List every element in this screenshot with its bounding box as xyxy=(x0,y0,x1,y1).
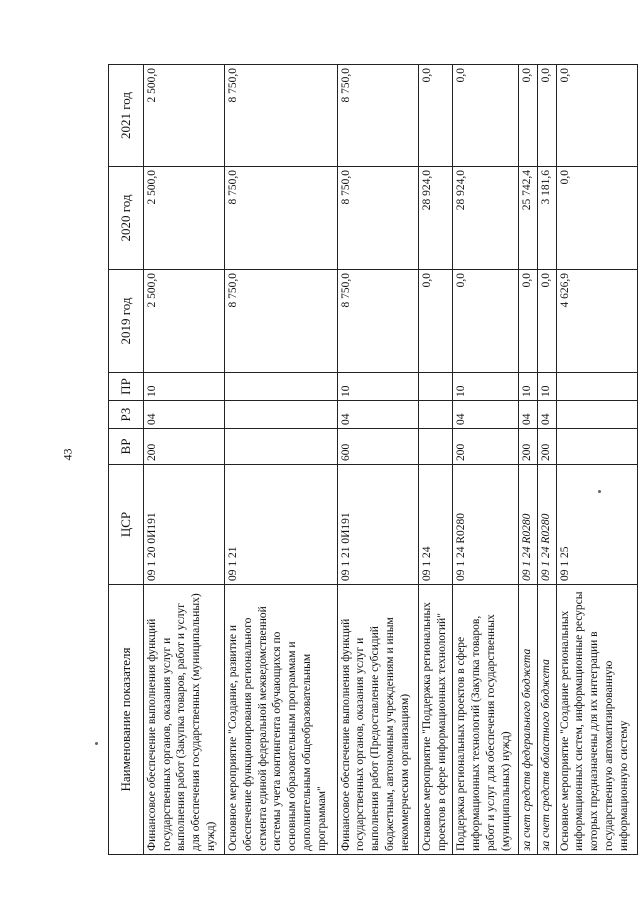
cell-2019: 0,0 xyxy=(537,270,556,373)
header-2020: 2020 год xyxy=(109,167,144,270)
cell-csr: 09 1 24 xyxy=(419,465,453,585)
cell-name: Финансовое обеспечение выполнения функций государственных органов, оказания услуг и выполнения работ (Предоставление субсидий бюджетным, автономным учреждениям и иным некоммерческим организациям) xyxy=(337,585,418,855)
cell-2021: 0,0 xyxy=(556,65,637,167)
cell-rz xyxy=(556,401,637,429)
cell-rz: 04 xyxy=(337,401,418,429)
cell-vr xyxy=(556,429,637,465)
table-header-row xyxy=(109,65,144,855)
cell-rz: 04 xyxy=(519,401,538,429)
cell-2020: 28 924,0 xyxy=(453,167,519,270)
cell-2021: 8 750,0 xyxy=(337,65,418,167)
cell-2019: 0,0 xyxy=(419,270,453,373)
cell-csr: 09 1 21 xyxy=(225,465,338,585)
cell-rz xyxy=(419,401,453,429)
table-row xyxy=(225,65,338,855)
header-2019: 2019 год xyxy=(109,270,144,373)
rotated-page xyxy=(108,65,638,855)
cell-pr xyxy=(419,373,453,401)
cell-2020: 28 924,0 xyxy=(419,167,453,270)
header-pr: ПР xyxy=(109,373,144,401)
table-row xyxy=(537,65,556,855)
cell-vr xyxy=(419,429,453,465)
table-row xyxy=(144,65,225,855)
table-row xyxy=(453,65,519,855)
cell-rz xyxy=(225,401,338,429)
cell-pr: 10 xyxy=(144,373,225,401)
cell-name: Финансовое обеспечение выполнения функций государственных органов, оказания услуг и выполнения работ (Закупка товаров, работ и услуг для обеспечения государственных (муниципальных) нужд) xyxy=(144,585,225,855)
cell-csr: 09 1 21 0И191 xyxy=(337,465,418,585)
header-vr: ВР xyxy=(109,429,144,465)
table-row xyxy=(556,65,637,855)
cell-csr: 09 1 20 0И191 xyxy=(144,465,225,585)
cell-pr: 10 xyxy=(519,373,538,401)
cell-2021: 0,0 xyxy=(419,65,453,167)
header-rz: РЗ xyxy=(109,401,144,429)
cell-2020: 2 500,0 xyxy=(144,167,225,270)
cell-rz: 04 xyxy=(453,401,519,429)
cell-2020: 25 742,4 xyxy=(519,167,538,270)
cell-2019: 0,0 xyxy=(519,270,538,373)
cell-name: Основное мероприятие "Поддержка региональных проектов в сфере информационных технологий" xyxy=(419,585,453,855)
scan-dot xyxy=(95,742,98,745)
header-csr: ЦСР xyxy=(109,465,144,585)
cell-2021: 8 750,0 xyxy=(225,65,338,167)
cell-vr: 200 xyxy=(537,429,556,465)
cell-name: за счет средств федерального бюджета xyxy=(519,585,538,855)
cell-2021: 0,0 xyxy=(453,65,519,167)
table-row xyxy=(337,65,418,855)
cell-name: Основное мероприятие "Создание, развитие и обеспечение функционирования регионального сегмента единой федеральной межведомственной системы учета контингента обучающихся по основным образовательным программам и дополнительным общеобразовательным программам" xyxy=(225,585,338,855)
table-row xyxy=(519,65,538,855)
cell-2019: 0,0 xyxy=(453,270,519,373)
budget-table xyxy=(108,64,638,855)
cell-2020: 0,0 xyxy=(556,167,637,270)
cell-name: Основное мероприятие "Создание региональных информационных систем, информационные ресурсы которых предназначены для их интеграции в государственную автоматизированную информационную систему xyxy=(556,585,637,855)
cell-csr: 09 1 24 R0280 xyxy=(537,465,556,585)
cell-name: за счет средств областного бюджета xyxy=(537,585,556,855)
cell-pr: 10 xyxy=(337,373,418,401)
cell-2019: 8 750,0 xyxy=(337,270,418,373)
cell-2021: 2 500,0 xyxy=(144,65,225,167)
cell-rz: 04 xyxy=(537,401,556,429)
cell-vr: 200 xyxy=(453,429,519,465)
cell-2021: 0,0 xyxy=(519,65,538,167)
cell-2020: 8 750,0 xyxy=(337,167,418,270)
cell-vr: 200 xyxy=(144,429,225,465)
header-2021: 2021 год xyxy=(109,65,144,167)
cell-rz: 04 xyxy=(144,401,225,429)
cell-2020: 3 181,6 xyxy=(537,167,556,270)
header-name: Наименование показателя xyxy=(109,585,144,855)
cell-csr: 09 1 24 R0280 xyxy=(519,465,538,585)
cell-name: Поддержка региональных проектов в сфере информационных технологий (Закупка товаров, работ и услуг для обеспечения государственных (муниципальных) нужд) xyxy=(453,585,519,855)
cell-2019: 2 500,0 xyxy=(144,270,225,373)
cell-vr: 600 xyxy=(337,429,418,465)
page-number: 43 xyxy=(60,448,75,461)
cell-vr xyxy=(225,429,338,465)
cell-2020: 8 750,0 xyxy=(225,167,338,270)
cell-pr xyxy=(225,373,338,401)
cell-2021: 0,0 xyxy=(537,65,556,167)
cell-vr: 200 xyxy=(519,429,538,465)
cell-pr: 10 xyxy=(537,373,556,401)
cell-2019: 8 750,0 xyxy=(225,270,338,373)
cell-pr xyxy=(556,373,637,401)
cell-csr: 09 1 25 xyxy=(556,465,637,585)
cell-2019: 4 626,9 xyxy=(556,270,637,373)
table-viewport xyxy=(108,65,638,855)
cell-pr: 10 xyxy=(453,373,519,401)
cell-csr: 09 1 24 R0280 xyxy=(453,465,519,585)
table-row xyxy=(419,65,453,855)
